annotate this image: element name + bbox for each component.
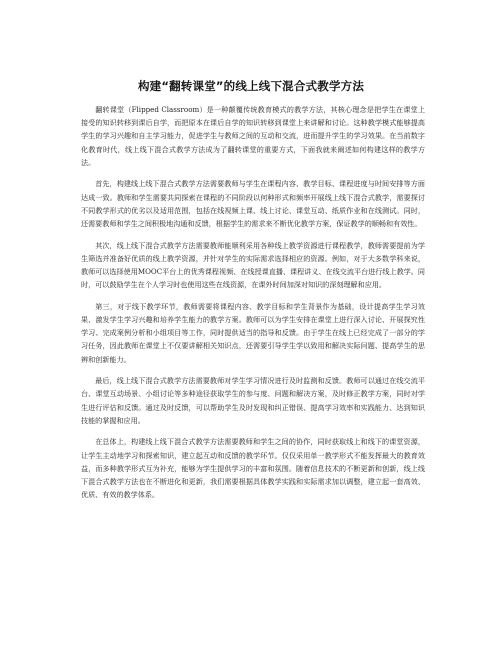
paragraph-first: 首先，构建线上线下混合式教学方法需要教师与学生在课程内容、教学目标、课程进度与时间安排等方面达成一致。教师和学生需要共同探索在课程的不同阶段以何种形式和频率开展线上线下混合式教学，需要探讨不同教学形式的优劣以及适用范围，包括在线视频上课、线上讨论、课堂互动、纸质作业和在线测试。同时，还需要教师和学生之间积极地沟通和反馈，根据学生的需求来不断优化教学方案，保证教学的顺畅和有效性。 <box>81 179 425 229</box>
paragraph-finally: 最后，线上线下混合式教学方法需要教师对学生学习情况进行及时监测和反馈。教师可以通过在线交流平台、课堂互动场景、小组讨论等多种途径获取学生的参与度、问题和解决方案，及时修正教学方案，同时对学生进行评估和反馈。通过及时反馈，可以帮助学生及时发现和纠正错误、提高学习效率和实践能力、达到知识技能的掌握和应用。 <box>81 376 425 425</box>
paragraph-intro: 翻转课堂（Flipped Classroom）是一种颠覆传统教育模式的教学方法，其核心理念是把学生在课堂上接受的知识转移到课后自学，而把原本在课后自学的知识转移到课堂上来讲解和讨论。这种教学模式能够提高学生的学习兴趣和自主学习能力，促进学生与教师之间的互动和交流，进而提升学生的学习效果。在当前数字化教育时代，线上线下混合式教学方法成为了翻转课堂的重要方式，下面我就来阐述如何构建这样的教学方法。 <box>81 105 425 167</box>
paragraph-conclusion: 在总体上，构建线上线下混合式教学方法需要教师和学生之间的协作，同时获取线上和线下的课堂资源，让学生主动地学习和探索知识，建立起互动和反馈的教学环节。仅仅采用单一教学形式不能发挥最大的教育效益，而多种教学形式互为补充，能够为学生提供学习的丰富和氛围。随着信息技术的不断更新和创新，线上线下混合式教学方法也在不断进化和更新，我们需要根据具体教学实践和实际需求加以调整，建立起一套高效、优质、有效的教学体系。 <box>81 437 425 500</box>
page-title: 构建“翻转课堂”的线上线下混合式教学方法 <box>137 79 365 93</box>
paragraph-third: 第三，对于线下教学环节，教师需要将课程内容、教学目标和学生背景作为基础，设计提高学生学习效果、激发学生学习兴趣和培养学生能力的教学方案。教师可以为学生安排在课堂上进行深入讨论、开展探究性学习、完成案例分析和小组项目等工作，同时提供适当的指导和反馈。由于学生在线上已经完成了一部分的学习任务，因此教师在课堂上不仅要讲解相关知识点，还需要引导学生学以致用和解决实际问题、提高学生的思辨和创新能力。 <box>81 301 425 364</box>
paragraph-second: 其次，线上线下混合式教学方法需要教师能顺利采用各种线上教学资源进行课程教学，教师需要提前为学生筛选并准备好优质的线上教学资源，并针对学生的实际需求选择相应的资源。例如，对于大多数学科来说，教师可以选择使用MOOC平台上的优秀课程视频、在线授课直播、课程讲义、在线交流平台进行线上教学。同时，可以鼓励学生在个人学习时也使用这些在线资源，在课外时间加深对知识的深刻理解和应用。 <box>81 240 425 290</box>
document-body <box>81 103 425 510</box>
